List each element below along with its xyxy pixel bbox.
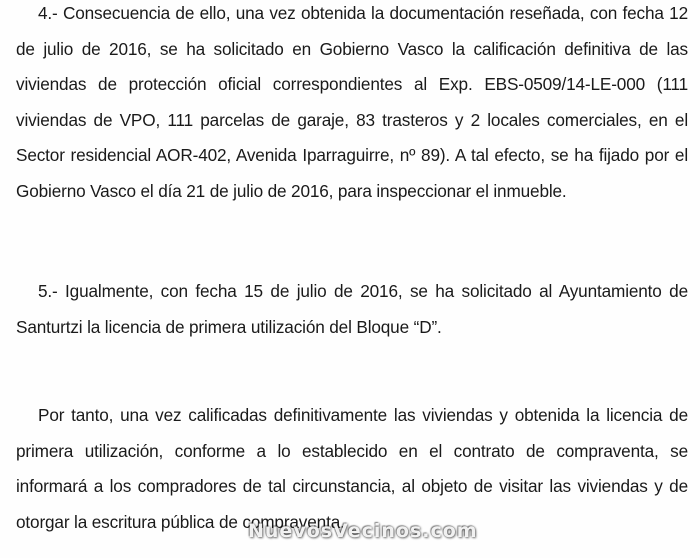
paragraph-4-text: 4.- Consecuencia de ello, una vez obtenida la documentación reseñada, con fecha 12 de julio de 2016, se ha solicitado en Gobierno Vasco la calificación definitiva de las viviendas de protección oficial correspondientes al Exp. EBS-0509/14-LE-000 (111 viviendas de VPO, 111 parcelas de garaje, 83 trasteros y 2 locales comerciales, en el Sector residencial AOR-402, Avenida Iparraguirre, nº 89). A tal efecto, se ha fijado por el Gobierno Vasco el día 21 de julio de 2016, para inspeccionar el inmueble. — [16, 3, 688, 201]
paragraph-5-text: 5.- Igualmente, con fecha 15 de julio de 2016, se ha solicitado al Ayuntamiento de Santurtzi la licencia de primera utilización del Bloque “D”. — [16, 281, 688, 337]
paragraph-4 — [16, 0, 688, 210]
watermark: NuevosVecinos.com — [248, 520, 478, 542]
paragraph-6-text: Por tanto, una vez calificadas definitivamente las viviendas y obtenida la licencia de primera utilización, conforme a lo establecido en el contrato de compraventa, se informará a los compradores de tal circunstancia, al objeto de visitar las viviendas y de otorgar la escritura pública de compraventa. — [16, 405, 688, 532]
paragraph-6 — [16, 398, 688, 540]
paragraph-5 — [16, 274, 688, 345]
